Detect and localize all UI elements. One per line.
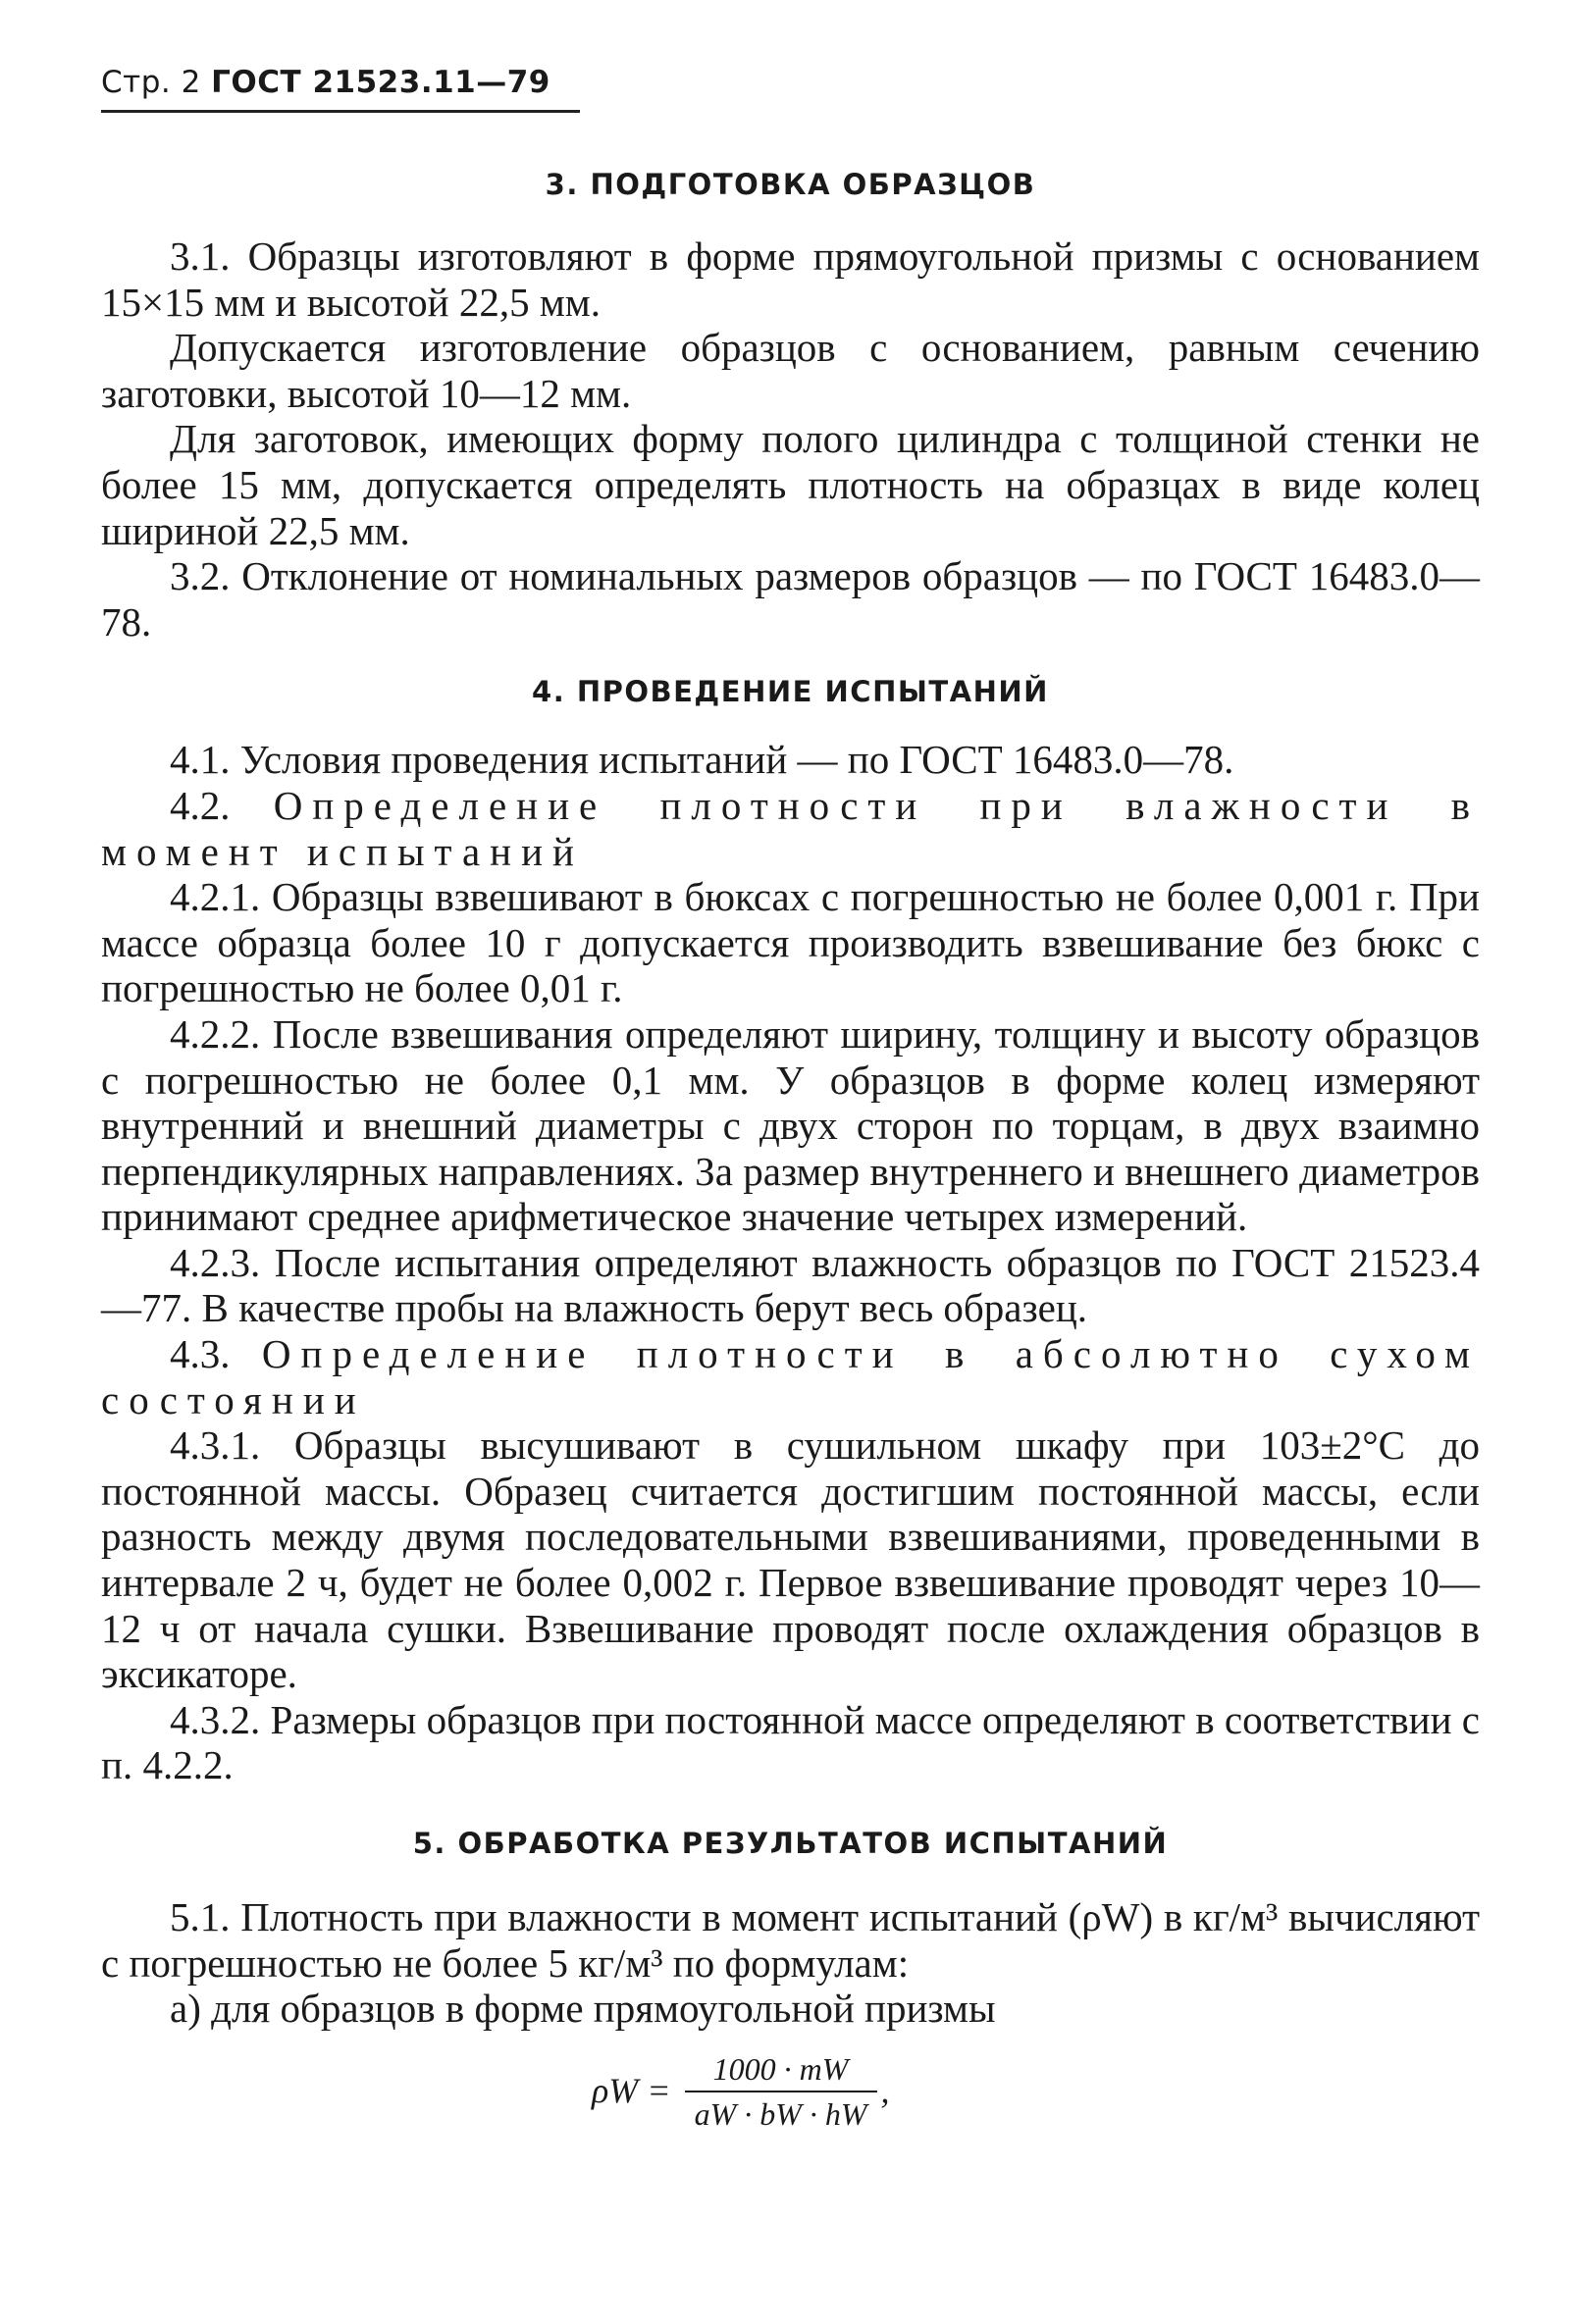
- para-4-2-3: 4.2.3. После испытания определяют влажность образцов по ГОСТ 21523.4—77. В качестве пробы на влажность берут весь образец.: [101, 1239, 1480, 1331]
- formula-numerator: 1000 · mW: [712, 2050, 849, 2087]
- para-4-3: [101, 1331, 1480, 1422]
- para-3-1b: Допускается изготовление образцов с основанием, равным сечению заготовки, высотой 10—12 мм.: [101, 325, 1480, 416]
- para-5-1a: а) для образцов в форме прямоугольной призмы: [170, 1986, 996, 2032]
- para-4-1: 4.1. Условия проведения испытаний — по ГОСТ 16483.0—78.: [170, 737, 1234, 783]
- para-3-1c: Для заготовок, имеющих форму полого цилиндра с толщиной стенки не более 15 мм, допускается определять плотность на образцах в виде колец шириной 22,5 мм.: [101, 416, 1480, 553]
- para-4-3-number: 4.3.: [170, 1331, 231, 1377]
- para-5-1: 5.1. Плотность при влажности в момент испытаний (ρW) в кг/м³ вычисляют с погрешностью не более 5 кг/м³ по формулам:: [101, 1894, 1480, 1986]
- section-5-heading: 5. ОБРАБОТКА РЕЗУЛЬТАТОВ ИСПЫТАНИЙ: [412, 1827, 1169, 1860]
- section-3-heading: 3. ПОДГОТОВКА ОБРАЗЦОВ: [545, 168, 1036, 201]
- para-4-2-number: 4.2.: [170, 782, 231, 828]
- page-header: [101, 61, 580, 113]
- para-3-1: 3.1. Образцы изготовляют в форме прямоугольной призмы с основанием 15×15 мм и высотой 22,5 мм.: [101, 233, 1480, 325]
- para-3-2: 3.2. Отклонение от номинальных размеров образцов — по ГОСТ 16483.0—78.: [101, 553, 1480, 645]
- para-4-3-1: 4.3.1. Образцы высушивают в сушильном шкафу при 103±2°C до постоянной массы. Образец считается достигшим постоянной массы, если разность между двумя последовательными взвешиваниями, проведенными в интервале 2 ч, будет не более 0,002 г. Первое взвешивание проводят через 10—12 ч от начала сушки. Взвешивание проводят после охлаждения образцов в эксикаторе.: [101, 1422, 1480, 1697]
- document-body: [101, 165, 1480, 2136]
- density-formula: [592, 2047, 1480, 2136]
- formula-denominator: aW · bW · hW: [685, 2091, 877, 2136]
- section-4-heading: 4. ПРОВЕДЕНИЕ ИСПЫТАНИЙ: [532, 675, 1049, 709]
- formula-lhs: ρW =: [592, 2071, 671, 2111]
- para-4-2-2: 4.2.2. После взвешивания определяют ширину, толщину и высоту образцов с погрешностью не более 0,1 мм. У образцов в форме колец измеряют внутренний и внешний диаметры с двух сторон по торцам, в двух взаимно перпендикулярных направлениях. За размер внутреннего и внешнего диаметров принимают среднее арифметическое значение четырех измерений.: [101, 1010, 1480, 1240]
- para-4-3-title: Определение плотности в абсолютно сухом состоянии: [101, 1331, 1480, 1422]
- para-4-2-title: Определение плотности при влажности в момент испытаний: [101, 782, 1481, 874]
- para-4-2-1: 4.2.1. Образцы взвешивают в бюксах с погрешностью не более 0,001 г. При массе образца более 10 г допускается производить взвешивание без бюкс с погрешностью не более 0,01 г.: [101, 874, 1480, 1011]
- standard-designation: ГОСТ 21523.11—79: [211, 65, 550, 100]
- page-number: Стр. 2: [101, 65, 201, 100]
- para-4-3-2: 4.3.2. Размеры образцов при постоянной массе определяют в соответствии с п. 4.2.2.: [101, 1696, 1480, 1788]
- formula-trailing-comma: ,: [880, 2071, 890, 2111]
- formula-fraction: [685, 2047, 877, 2136]
- para-4-2: [101, 783, 1480, 874]
